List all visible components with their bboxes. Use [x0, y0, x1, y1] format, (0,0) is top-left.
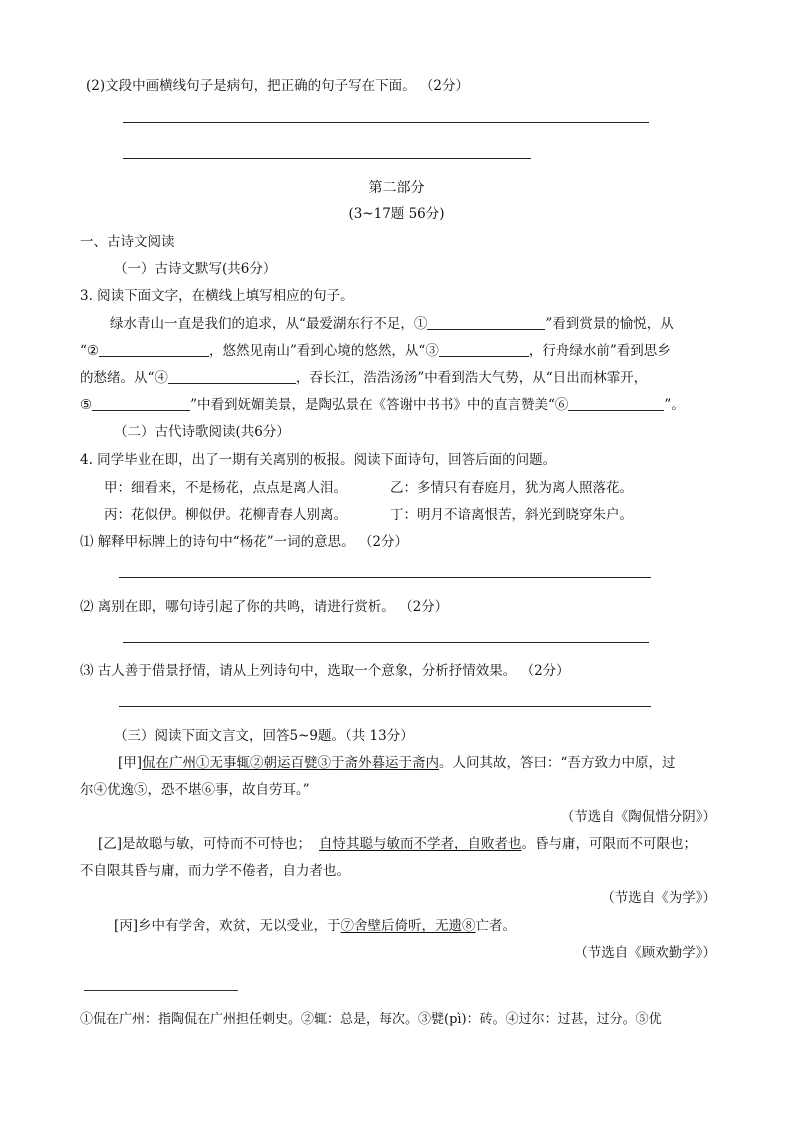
- section-heading: 一、古诗文阅读: [80, 234, 175, 250]
- poem-ding: 丁：明月不谙离恨苦，斜光到晓穿朱户。: [390, 507, 633, 523]
- poem-yi: 乙：多情只有春庭月，犹为离人照落花。: [390, 480, 633, 496]
- answer-line[interactable]: [119, 577, 651, 578]
- text-segment: ”。: [664, 397, 685, 413]
- passage-jia-line-1: [118, 754, 675, 772]
- subsection-heading: （一）古诗文默写(共6分）: [114, 261, 277, 277]
- text-segment: 。人问其故，答曰：“吾方致力中原，过: [439, 755, 676, 771]
- q3-line-2: [80, 342, 671, 360]
- underlined-sentence: 自恃其聪与敏而不学者，自败者也: [319, 836, 522, 852]
- answer-line[interactable]: [123, 642, 649, 643]
- part-subtitle: (3~17题 56分): [348, 206, 445, 222]
- fill-blank-3[interactable]: [439, 342, 529, 357]
- fill-blank-5[interactable]: [92, 396, 190, 411]
- source-note: （节选自《顾欢勤学》）: [574, 945, 716, 961]
- answer-line[interactable]: [123, 122, 649, 123]
- poem-bing: 丙：花似伊。柳似伊。花柳青春人别离。: [104, 507, 347, 523]
- answer-line[interactable]: [119, 706, 651, 707]
- text-segment: [乙]是故聪与敏，可恃而不可恃也；: [98, 836, 312, 852]
- text-segment: ，行舟绿水前”看到思乡: [528, 343, 671, 359]
- fill-blank-4[interactable]: [168, 369, 296, 384]
- q3-stem: 3. 阅读下面文字，在横线上填写相应的句子。: [80, 288, 354, 304]
- text-segment: 的愁绪。从“④: [80, 370, 168, 386]
- text-segment: 亡者。: [475, 918, 517, 934]
- passage-yi-line-1: [98, 835, 697, 853]
- text-segment: ，吞长江，浩浩汤汤”中看到浩大气势，从“日出而林霏开，: [295, 370, 648, 386]
- footnote: ①侃在广州：指陶侃在广州担任刺史。②辄：总是，每次。③甓(pì)：砖。④过尔：过甚，过分。⑤优: [80, 1012, 662, 1027]
- q4-subquestion-2: ⑵ 离别在即，哪句诗引起了你的共鸣，请进行赏析。 （2分）: [80, 599, 449, 615]
- text-segment: ，悠然见南山”看到心境的悠然，从“③: [209, 343, 439, 359]
- q4-stem: 4. 同学毕业在即，出了一期有关离别的板报。阅读下面诗句，回答后面的问题。: [80, 452, 557, 468]
- q3-line-4: [80, 396, 685, 414]
- q2-instruction: (2)文段中画横线句子是病句，把正确的句子写在下面。 （2分）: [86, 78, 470, 94]
- underlined-sentence: 侃在广州①无事辄②朝运百甓③于斋外暮运于斋内: [142, 755, 440, 771]
- q4-subquestion-3: ⑶ 古人善于借景抒情，请从上列诗句中，选取一个意象，分析抒情效果。 （2分）: [80, 663, 570, 679]
- text-segment: 绿水青山一直是我们的追求，从“最爱湖东行不足，①: [110, 316, 428, 332]
- underlined-sentence: ⑦舍壁后倚听，无遗⑧: [340, 918, 476, 934]
- q3-line-1: [110, 315, 674, 333]
- source-note: （节选自《为学》）: [601, 890, 716, 906]
- text-segment: 。昏与庸，可限而不可限也；: [521, 836, 698, 852]
- passage-tag: [甲]: [118, 755, 143, 771]
- passage-jia-line-2: 尔④优逸⑤，恐不堪⑥事，故自劳耳。”: [80, 782, 310, 798]
- subsection-heading: （三）阅读下面文言文，回答5~9题。（共 13分）: [114, 728, 414, 744]
- answer-line[interactable]: [123, 158, 531, 159]
- part-title: 第二部分: [368, 180, 425, 196]
- passage-bing-line-1: [114, 917, 516, 935]
- text-segment: [丙]乡中有学舍，欢贫，无以受业，于: [114, 918, 341, 934]
- fill-blank-6[interactable]: [568, 396, 664, 411]
- text-segment: ”中看到妩媚美景，是陶弘景在《答谢中书书》中的直言赞美“⑥: [190, 397, 569, 413]
- passage-yi-line-2: 不自限其昏与庸，而力学不倦者，自力者也。: [80, 863, 350, 879]
- q3-line-3: [80, 369, 647, 387]
- fill-blank-2[interactable]: [99, 342, 209, 357]
- text-segment: ”看到赏景的愉悦，从: [545, 316, 674, 332]
- poem-jia: 甲：细看来，不是杨花，点点是离人泪。: [104, 480, 347, 496]
- text-segment: ⑤: [80, 397, 93, 413]
- text-segment: “②: [80, 343, 100, 359]
- subsection-heading: （二）古代诗歌阅读(共6分）: [114, 424, 290, 440]
- q4-subquestion-1: ⑴ 解释甲标牌上的诗句中“杨花”一词的意思。 （2分）: [80, 534, 408, 550]
- fill-blank-1[interactable]: [427, 315, 545, 330]
- footnote-divider: [84, 990, 238, 991]
- source-note: （节选自《陶侃惜分阴》）: [560, 809, 716, 825]
